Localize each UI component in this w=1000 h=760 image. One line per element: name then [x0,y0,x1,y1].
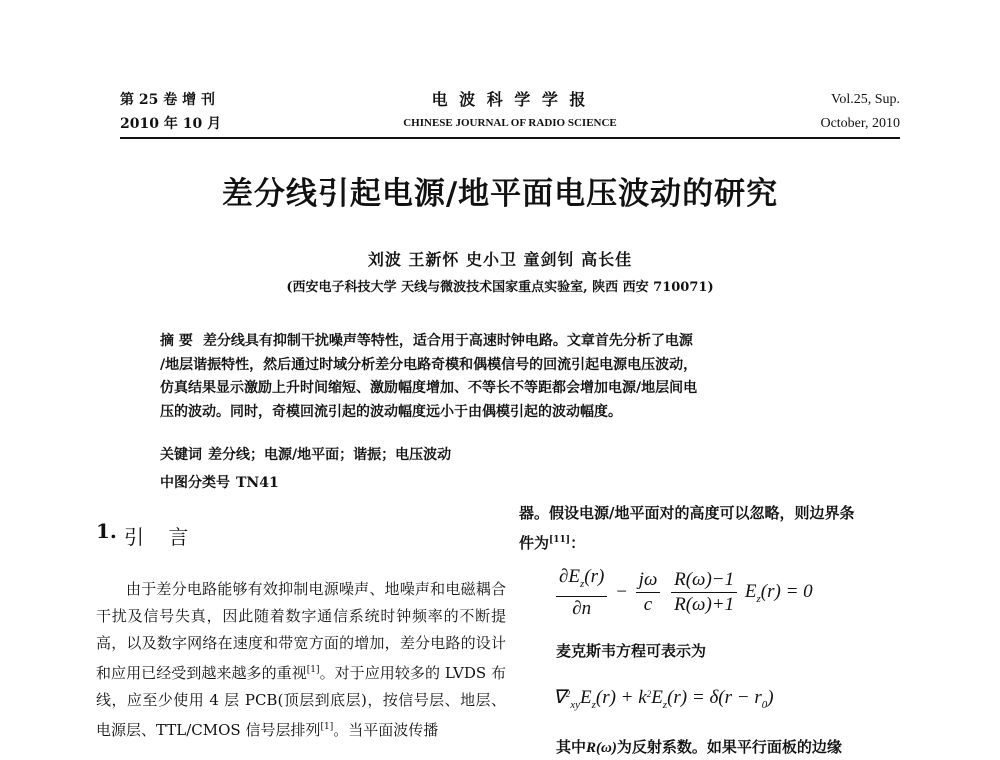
authors: 刘波 王新怀 史小卫 童剑钊 高长佳 [367,250,633,269]
boundary-equation: $\frac{\partial E_z(r)}{\partial n}$ − $\frac{j\omega}{c}$ $\frac{R(\omega)-1}{R(\omega)+1}$ $E_z(r) = 0$ [553,566,813,620]
left-column-paragraph: 由于差分电路能够有效抑制电源噪声、地噪声和电磁耦合干扰及信号失真，因此随着数字通信系统时钟频率的不断提高，以及数字网络在速度和带宽方面的增加，差分电路的设计和应用已经受到越来越多的重视[1]。对于应用较多的 LVDS 布线，应至少使用 4 层 PCB(顶层到底层)，按信号层、地层、电源层、TTL/CMOS 信号层排列[1]。当平面波传播 [96,580,506,739]
right-column-paragraph: 麦克斯韦方程可表示为 [556,642,707,660]
affiliation: (西安电子科技大学 天线与微波技术国家重点实验室, 陕西 西安 710071) [286,280,714,295]
abstract [160,330,860,424]
header-rule [120,137,900,139]
abstract-line: /地层谐振特性，然后通过时域分析差分电路奇模和偶模信号的回流引起电源电压波动， [160,356,698,373]
date-cn: 2010 年 10 月 [120,116,222,132]
header-right [820,88,900,136]
citation: [11] [549,535,571,545]
citation: [1] [320,722,334,732]
maxwell-equation: $\nabla^2_{xy}E_z(r) + k^2E_z(r) = \delta(r - r_0)$ [553,687,774,711]
keywords-text: 差分线；电源/地平面；谐振；电压波动 [208,447,452,463]
section-title: 引 言 [124,525,198,549]
volume-en: Vol.25, Sup. [831,92,900,107]
classification-text: TN41 [236,475,279,491]
right-column-intro: 器。假设电源/地平面对的高度可以忽略，则边界条 件为[11]： [519,504,855,552]
right-column-paragraph: 其中R(ω)为反射系数。如果平行面板的边缘 [556,738,842,756]
keywords-label: 关键词 [160,447,202,463]
abstract-line: 压的波动。同时，奇模回流引起的波动幅度远小于由偶模引起的波动幅度。 [160,403,622,420]
date-en: October, 2010 [820,116,900,131]
classification-label: 中图分类号 [160,475,230,491]
section-number: 1. [96,519,117,543]
abstract-label: 摘 要 [160,333,193,349]
paper-title: 差分线引起电源/地平面电压波动的研究 [221,176,779,212]
citation: [1] [306,665,320,675]
volume-cn: 第 25 卷 增 刊 [120,92,215,108]
abstract-line: 摘 要 差分线具有抑制干扰噪声等特性，适合用于高速时钟电路。文章首先分析了电源 [160,333,693,349]
abstract-line: 仿真结果显示激励上升时间缩短、激励幅度增加、不等长不等距都会增加电源/地层间电 [160,380,698,396]
journal-header [120,88,900,138]
journal-name-en: CHINESE JOURNAL OF RADIO SCIENCE [403,117,617,129]
journal-name-cn: 电 波 科 学 学 报 [431,90,589,109]
header-center [120,88,900,134]
classification [160,472,279,492]
keywords [160,444,451,464]
